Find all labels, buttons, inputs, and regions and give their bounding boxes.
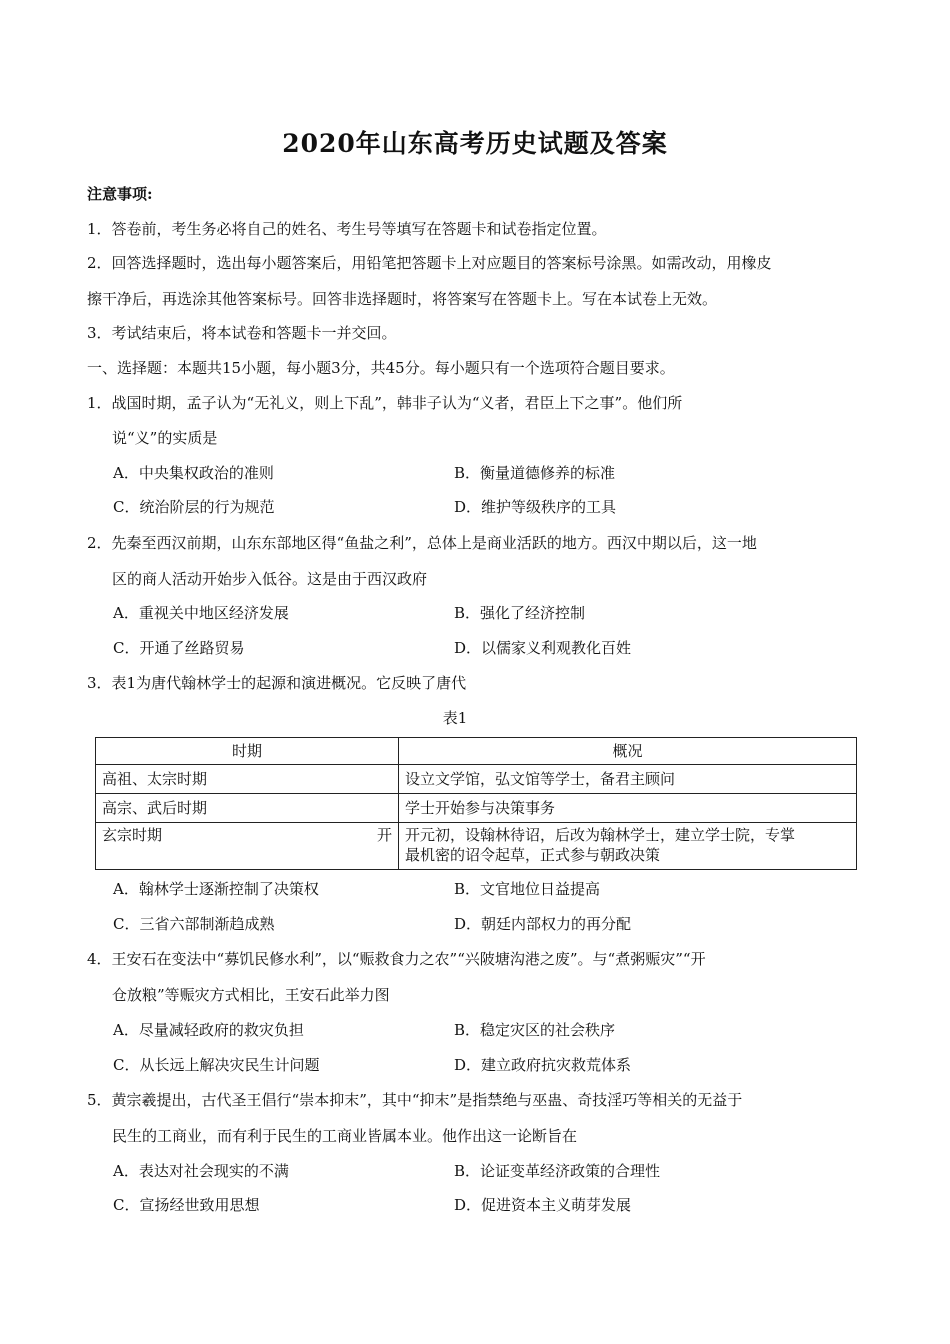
table-cell-desc: 设立文学馆，弘文馆等学士，备君主顾问 — [399, 765, 857, 794]
option-c: C．三省六部制渐趋成熟 — [113, 915, 275, 933]
option-c: C．统治阶层的行为规范 — [113, 498, 275, 516]
table-row — [96, 823, 857, 870]
table-cell-desc — [399, 823, 857, 870]
table-cell-period: 高宗、武后时期 — [96, 794, 399, 823]
table-caption: 表1 — [442, 709, 468, 727]
table-header-cell: 时期 — [96, 738, 399, 765]
question-stem-continued: 仓放粮”等赈灾方式相比，王安石此举力图 — [112, 986, 390, 1004]
option-d: D．建立政府抗灾救荒体系 — [454, 1056, 632, 1074]
note-item: 1．答卷前，考生务必将自己的姓名、考生号等填写在答题卡和试卷指定位置。 — [87, 220, 607, 238]
option-b: B．衡量道德修养的标准 — [454, 464, 616, 482]
notes-heading: 注意事项: — [87, 185, 153, 203]
table-cell-desc: 学士开始参与决策事务 — [399, 794, 857, 823]
option-b: B．稳定灾区的社会秩序 — [454, 1021, 616, 1039]
note-item: 3．考试结束后，将本试卷和答题卡一并交回。 — [87, 324, 397, 342]
table-row — [96, 794, 857, 823]
option-b: B．论证变革经济政策的合理性 — [454, 1162, 661, 1180]
question-stem: 1．战国时期，孟子认为“无礼义，则上下乱”，韩非子认为“义者，君臣上下之事”。他们所 — [87, 394, 683, 412]
desc-line: 最机密的诏令起草，正式参与朝政决策 — [405, 846, 661, 864]
note-item: 2．回答选择题时，选出每小题答案后，用铅笔把答题卡上对应题目的答案标号涂黑。如需改动，用橡皮 — [87, 254, 772, 272]
option-b: B．强化了经济控制 — [454, 604, 586, 622]
period-overflow-char: 开 — [376, 826, 392, 844]
option-d: D．维护等级秩序的工具 — [454, 498, 617, 516]
question-stem-continued: 说“义”的实质是 — [112, 429, 218, 447]
table-cell-period — [96, 823, 399, 870]
table-header-cell: 概况 — [399, 738, 857, 765]
option-a: A．表达对社会现实的不满 — [113, 1162, 289, 1180]
table-cell-period: 高祖、太宗时期 — [96, 765, 399, 794]
option-c: C．从长远上解决灾民生计问题 — [113, 1056, 320, 1074]
desc-line: 开元初，设翰林待诏，后改为翰林学士，建立学士院，专掌 — [405, 826, 796, 844]
option-a: A．翰林学士逐渐控制了决策权 — [113, 880, 319, 898]
option-d: D．朝廷内部权力的再分配 — [454, 915, 632, 933]
option-a: A．尽量减轻政府的救灾负担 — [113, 1021, 304, 1039]
note-item-continued: 擦干净后，再选涂其他答案标号。回答非选择题时，将答案写在答题卡上。写在本试卷上无效。 — [87, 290, 718, 308]
option-d: D．促进资本主义萌芽发展 — [454, 1196, 632, 1214]
period-label: 玄宗时期 — [102, 826, 163, 844]
option-c: C．开通了丝路贸易 — [113, 639, 245, 657]
option-b: B．文官地位日益提高 — [454, 880, 601, 898]
question-stem: 4．王安石在变法中“募饥民修水利”，以“赈救食力之农”“兴陂塘沟港之废”。与“煮粥赈灾”“开 — [87, 950, 706, 968]
option-a: A．中央集权政治的准则 — [113, 464, 274, 482]
section-heading: 一、选择题：本题共15小题，每小题3分，共45分。每小题只有一个选项符合题目要求。 — [87, 359, 675, 377]
table-row — [96, 765, 857, 794]
question-stem-continued: 民生的工商业，而有利于民生的工商业皆属本业。他作出这一论断旨在 — [112, 1127, 578, 1145]
history-table — [95, 737, 857, 870]
page-title: 2020年山东高考历史试题及答案 — [282, 129, 668, 158]
option-d: D．以儒家义利观教化百姓 — [454, 639, 632, 657]
question-stem: 5．黄宗羲提出，古代圣王倡行“崇本抑末”，其中“抑末”是指禁绝与巫蛊、奇技淫巧等相关的无益于 — [87, 1091, 743, 1109]
question-stem: 2．先秦至西汉前期，山东东部地区得“鱼盐之利”，总体上是商业活跃的地方。西汉中期以后，这一地 — [87, 534, 757, 552]
table-header-row — [96, 738, 857, 765]
option-c: C．宣扬经世致用思想 — [113, 1196, 260, 1214]
question-stem: 3．表1为唐代翰林学士的起源和演进概况。它反映了唐代 — [87, 674, 467, 692]
question-stem-continued: 区的商人活动开始步入低谷。这是由于西汉政府 — [112, 570, 428, 588]
option-a: A．重视关中地区经济发展 — [113, 604, 289, 622]
